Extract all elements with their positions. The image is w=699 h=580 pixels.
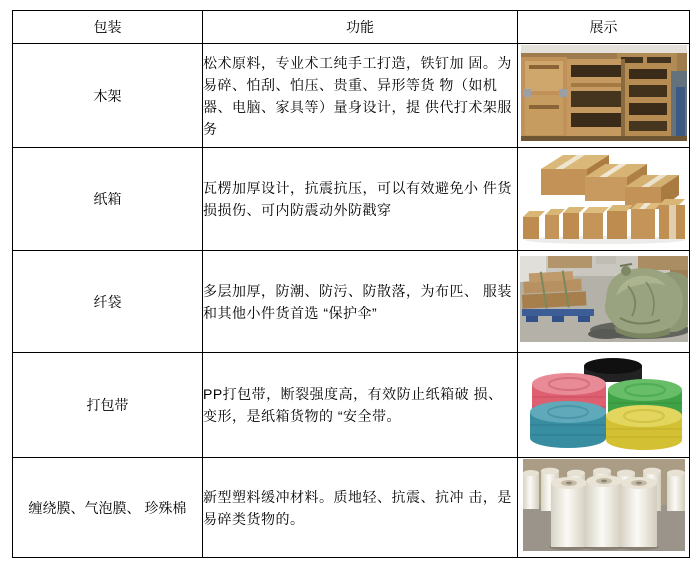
- function-description: 多层加厚，防潮、防污、防散落，为布匹、 服装和其他小件货首选 “保护伞”: [203, 251, 518, 353]
- packaging-name: 打包带: [13, 353, 203, 458]
- table-row-wrapping-film: [13, 458, 690, 558]
- function-description: PP打包带，断裂强度高，有效防止纸箱破 损、变形，是纸箱货物的 “安全带。: [203, 353, 518, 458]
- strapping-rolls-photo: [522, 356, 686, 450]
- col-header-function: 功能: [203, 11, 518, 44]
- display-cell: [518, 251, 690, 353]
- col-header-packaging: 包装: [13, 11, 203, 44]
- packaging-name: 木架: [13, 44, 203, 148]
- table-row-fiber-bag: [13, 251, 690, 353]
- packaging-name: 纤袋: [13, 251, 203, 353]
- wooden-crates-photo: [521, 45, 687, 141]
- display-cell: [518, 44, 690, 148]
- display-cell: [518, 353, 690, 458]
- woven-bags-photo: [520, 256, 688, 342]
- table-row-carton: [13, 148, 690, 251]
- display-cell: [518, 148, 690, 251]
- table-header-row: [13, 11, 690, 44]
- packaging-table: [12, 10, 690, 558]
- table-row-strapping: [13, 353, 690, 458]
- col-header-display: 展示: [518, 11, 690, 44]
- film-rolls-photo: [523, 459, 685, 551]
- packaging-name: 纸箱: [13, 148, 203, 251]
- table-row-wooden-frame: [13, 44, 690, 148]
- function-description: 松术原料，专业术工纯手工打造，铁钉加 固。为易碎、怕刮、怕压、贵重、异形等货 物（如机器、电脑、家具等）量身设计，提 供代打术架服务: [203, 44, 518, 148]
- function-description: 新型塑料缓冲材料。质地轻、抗震、抗冲 击，是易碎类货物的。: [203, 458, 518, 558]
- cardboard-boxes-photo: [521, 149, 687, 245]
- display-cell: [518, 458, 690, 558]
- packaging-name: 缠绕膜、气泡膜、 珍殊棉: [13, 458, 203, 558]
- packaging-info-page: [0, 10, 699, 580]
- function-description: 瓦楞加厚设计，抗震抗压，可以有效避免小 件货损损伤、可内防震动外防戳穿: [203, 148, 518, 251]
